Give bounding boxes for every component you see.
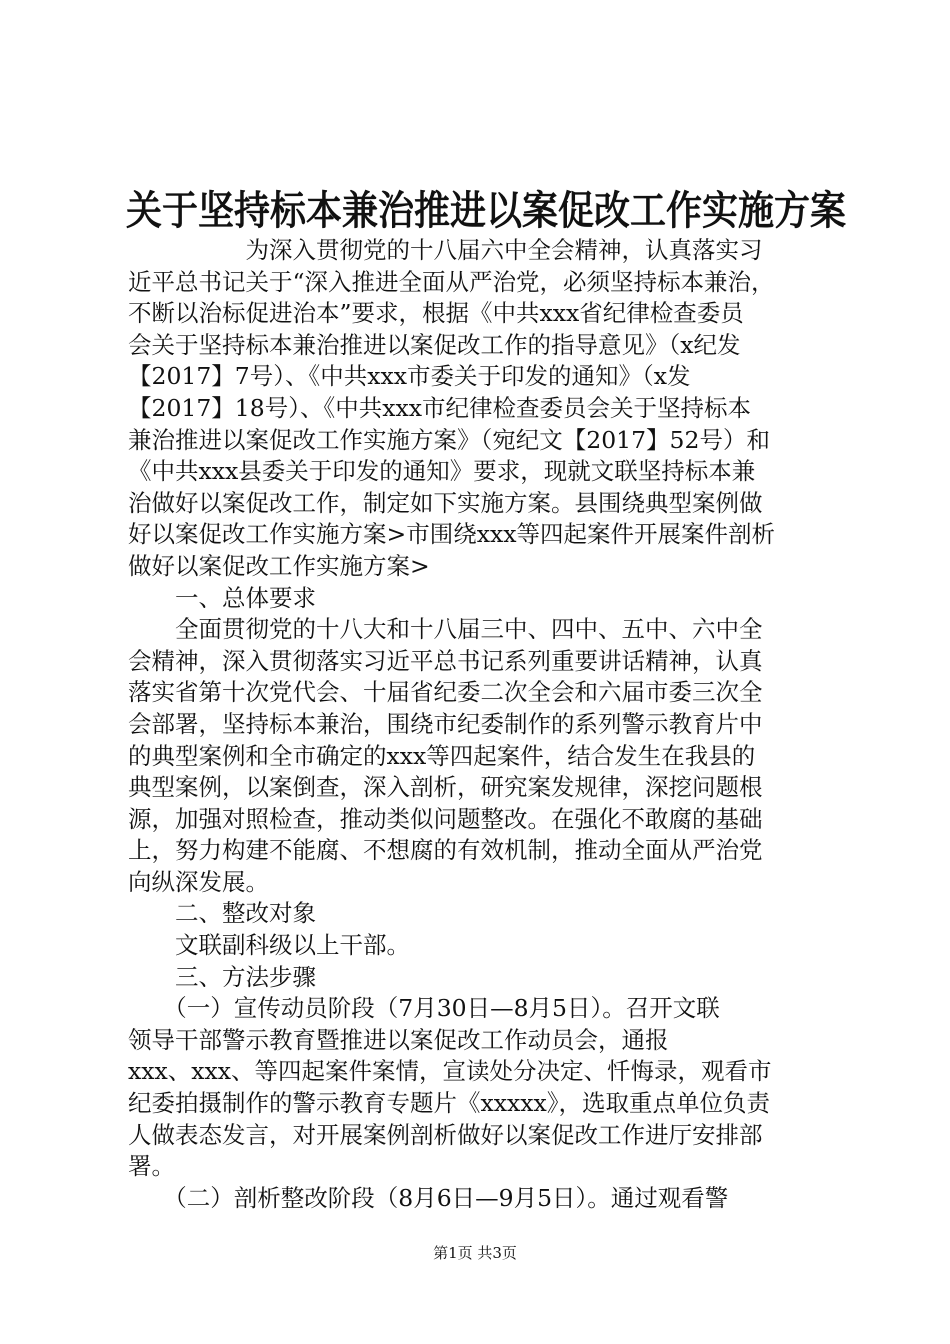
body-line: 《中共xxx县委关于印发的通知》要求，现就文联坚持标本兼 — [128, 457, 756, 486]
body-line: 好以案促改工作实施方案>市围绕xxx等四起案件开展案件剖析 — [128, 520, 775, 549]
body-line: 不断以治标促进治本”要求，根据《中共xxx省纪律检查委员 — [128, 299, 744, 328]
page-number-footer: 第1页 共3页 — [433, 1244, 517, 1262]
body-line: xxx、xxx、等四起案件案情，宣读处分决定、忏悔录，观看市 — [128, 1057, 772, 1086]
body-line: 上，努力构建不能腐、不想腐的有效机制，推动全面从严治党 — [128, 836, 763, 865]
body-line: 文联副科级以上干部。 — [128, 931, 410, 960]
body-line: 兼治推进以案促改工作实施方案》（宛纪文【2017】52号）和 — [128, 425, 770, 454]
body-line: 会部署，坚持标本兼治，围绕市纪委制作的系列警示教育片中 — [128, 709, 763, 738]
document-title: 关于坚持标本兼治推进以案促改工作实施方案 — [126, 187, 846, 234]
body-line: 【2017】7号）、《中共xxx市委关于印发的通知》（x发 — [128, 362, 691, 391]
body-line: 落实省第十次党代会、十届省纪委二次全会和六届市委三次全 — [128, 678, 763, 707]
body-line: 为深入贯彻党的十八届六中全会精神，认真落实习 — [128, 236, 763, 264]
body-line: 署。 — [128, 1152, 175, 1181]
body-line: 人做表态发言，对开展案例剖析做好以案促改工作进厅安排部 — [128, 1120, 763, 1149]
section-heading: 三、方法步骤 — [128, 962, 316, 991]
section-heading: 一、总体要求 — [128, 583, 316, 612]
body-line: 领导干部警示教育暨推进以案促改工作动员会，通报 — [128, 1025, 669, 1054]
body-line: 会关于坚持标本兼治推进以案促改工作的指导意见》（x纪发 — [128, 330, 741, 359]
body-line: 近平总书记关于“深入推进全面从严治党，必须坚持标本兼治， — [128, 267, 775, 296]
body-line: 源，加强对照检查，推动类似问题整改。在强化不敢腐的基础 — [128, 804, 763, 833]
body-line: 【2017】18号）、《中共xxx市纪律检查委员会关于坚持标本 — [128, 393, 751, 422]
body-line: （二）剖析整改阶段（8月6日—9月5日）。通过观看警 — [128, 1183, 729, 1212]
body-line: 会精神，深入贯彻落实习近平总书记系列重要讲话精神，认真 — [128, 646, 763, 675]
body-line: 的典型案例和全市确定的xxx等四起案件，结合发生在我县的 — [128, 741, 756, 770]
body-line: 全面贯彻党的十八大和十八届三中、四中、五中、六中全 — [128, 615, 763, 644]
body-line: 治做好以案促改工作，制定如下实施方案。县围绕典型案例做 — [128, 488, 763, 517]
document-body — [128, 235, 834, 1214]
body-line: 纪委拍摄制作的警示教育专题片《xxxxx》，选取重点单位负责 — [128, 1089, 771, 1118]
section-heading: 二、整改对象 — [128, 899, 316, 928]
body-line: 典型案例，以案倒查，深入剖析，研究案发规律，深挖问题根 — [128, 773, 763, 802]
body-line: 做好以案促改工作实施方案> — [128, 551, 430, 580]
body-line: 向纵深发展。 — [128, 867, 269, 896]
body-line: （一）宣传动员阶段（7月30日—8月5日）。召开文联 — [128, 994, 720, 1023]
